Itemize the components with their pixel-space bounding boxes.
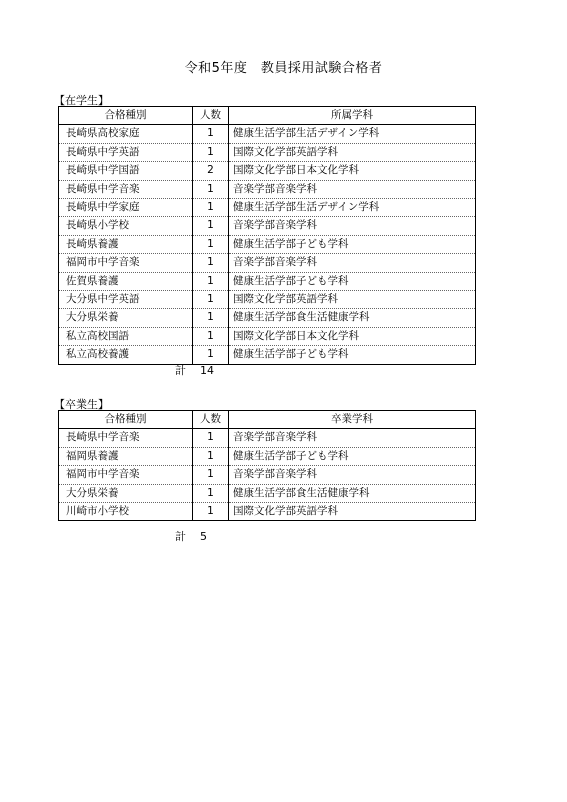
cell-department: 国際文化学部英語学科 bbox=[229, 503, 476, 521]
cell-category: 私立高校養護 bbox=[59, 346, 193, 364]
table-row bbox=[59, 429, 476, 447]
cell-count: 1 bbox=[193, 254, 229, 272]
page-title: 令和5年度 教員採用試験合格者 bbox=[184, 61, 383, 76]
cell-department: 音楽学部音楽学科 bbox=[229, 466, 476, 484]
cell-department: 健康生活学部生活デザイン学科 bbox=[229, 125, 476, 143]
cell-department: 健康生活学部生活デザイン学科 bbox=[229, 199, 476, 217]
cell-count: 1 bbox=[193, 309, 229, 327]
cell-category: 大分県栄養 bbox=[59, 309, 193, 327]
cell-department: 国際文化学部英語学科 bbox=[229, 143, 476, 161]
cell-category: 長崎県養護 bbox=[59, 235, 193, 253]
cell-count: 1 bbox=[193, 235, 229, 253]
total-value: 5 bbox=[200, 530, 207, 543]
cell-department: 音楽学部音楽学科 bbox=[229, 180, 476, 198]
table-header-row bbox=[59, 411, 476, 429]
table-row bbox=[59, 235, 476, 253]
table-row bbox=[59, 143, 476, 161]
total-label: 計 bbox=[175, 364, 186, 377]
cell-count: 1 bbox=[193, 180, 229, 198]
current-total bbox=[175, 362, 214, 378]
cell-department: 国際文化学部日本文化学科 bbox=[229, 327, 476, 345]
cell-count: 1 bbox=[193, 447, 229, 465]
cell-count: 1 bbox=[193, 291, 229, 309]
cell-category: 大分県栄養 bbox=[59, 484, 193, 502]
cell-category: 長崎県中学音楽 bbox=[59, 180, 193, 198]
cell-department: 健康生活学部子ども学科 bbox=[229, 235, 476, 253]
cell-count: 1 bbox=[193, 429, 229, 447]
cell-count: 1 bbox=[193, 125, 229, 143]
cell-department: 音楽学部音楽学科 bbox=[229, 429, 476, 447]
table-row bbox=[59, 162, 476, 180]
table-row bbox=[59, 180, 476, 198]
cell-category: 福岡県養護 bbox=[59, 447, 193, 465]
cell-category: 長崎県中学英語 bbox=[59, 143, 193, 161]
current-table-body bbox=[59, 125, 476, 364]
cell-department: 国際文化学部英語学科 bbox=[229, 291, 476, 309]
table-header-row bbox=[59, 107, 476, 125]
cell-department: 健康生活学部子ども学科 bbox=[229, 346, 476, 364]
total-value: 14 bbox=[200, 364, 214, 377]
section-label-graduates: 【卒業生】 bbox=[54, 398, 109, 411]
cell-category: 福岡市中学音楽 bbox=[59, 254, 193, 272]
table-row bbox=[59, 217, 476, 235]
graduates-total bbox=[175, 528, 207, 544]
table-row bbox=[59, 447, 476, 465]
cell-category: 大分県中学英語 bbox=[59, 291, 193, 309]
cell-count: 1 bbox=[193, 143, 229, 161]
cell-department: 音楽学部音楽学科 bbox=[229, 254, 476, 272]
cell-count: 1 bbox=[193, 466, 229, 484]
cell-department: 音楽学部音楽学科 bbox=[229, 217, 476, 235]
cell-category: 長崎県中学家庭 bbox=[59, 199, 193, 217]
cell-count: 1 bbox=[193, 327, 229, 345]
cell-department: 健康生活学部子ども学科 bbox=[229, 272, 476, 290]
cell-count: 1 bbox=[193, 272, 229, 290]
cell-category: 長崎県高校家庭 bbox=[59, 125, 193, 143]
cell-department: 国際文化学部日本文化学科 bbox=[229, 162, 476, 180]
header-category: 合格種別 bbox=[59, 107, 193, 125]
cell-category: 長崎県小学校 bbox=[59, 217, 193, 235]
header-department: 卒業学科 bbox=[229, 411, 476, 429]
header-department: 所属学科 bbox=[229, 107, 476, 125]
table-row bbox=[59, 254, 476, 272]
table-row bbox=[59, 466, 476, 484]
header-count: 人数 bbox=[193, 107, 229, 125]
header-category: 合格種別 bbox=[59, 411, 193, 429]
graduates-table-body bbox=[59, 429, 476, 521]
cell-count: 1 bbox=[193, 346, 229, 364]
cell-count: 1 bbox=[193, 484, 229, 502]
table-row bbox=[59, 125, 476, 143]
table-row bbox=[59, 291, 476, 309]
cell-category: 私立高校国語 bbox=[59, 327, 193, 345]
cell-count: 1 bbox=[193, 503, 229, 521]
cell-category: 長崎県中学音楽 bbox=[59, 429, 193, 447]
cell-category: 長崎県中学国語 bbox=[59, 162, 193, 180]
table-row bbox=[59, 346, 476, 364]
cell-department: 健康生活学部食生活健康学科 bbox=[229, 309, 476, 327]
section-label-current: 【在学生】 bbox=[54, 94, 109, 107]
cell-count: 1 bbox=[193, 217, 229, 235]
total-label: 計 bbox=[175, 530, 186, 543]
table-row bbox=[59, 272, 476, 290]
table-row bbox=[59, 327, 476, 345]
cell-category: 川崎市小学校 bbox=[59, 503, 193, 521]
cell-department: 健康生活学部食生活健康学科 bbox=[229, 484, 476, 502]
header-count: 人数 bbox=[193, 411, 229, 429]
cell-category: 福岡市中学音楽 bbox=[59, 466, 193, 484]
table-row bbox=[59, 199, 476, 217]
table-row bbox=[59, 309, 476, 327]
graduates-table bbox=[58, 410, 476, 521]
current-students-table bbox=[58, 106, 476, 365]
cell-department: 健康生活学部子ども学科 bbox=[229, 447, 476, 465]
cell-count: 2 bbox=[193, 162, 229, 180]
table-row bbox=[59, 484, 476, 502]
cell-category: 佐賀県養護 bbox=[59, 272, 193, 290]
cell-count: 1 bbox=[193, 199, 229, 217]
table-row bbox=[59, 503, 476, 521]
